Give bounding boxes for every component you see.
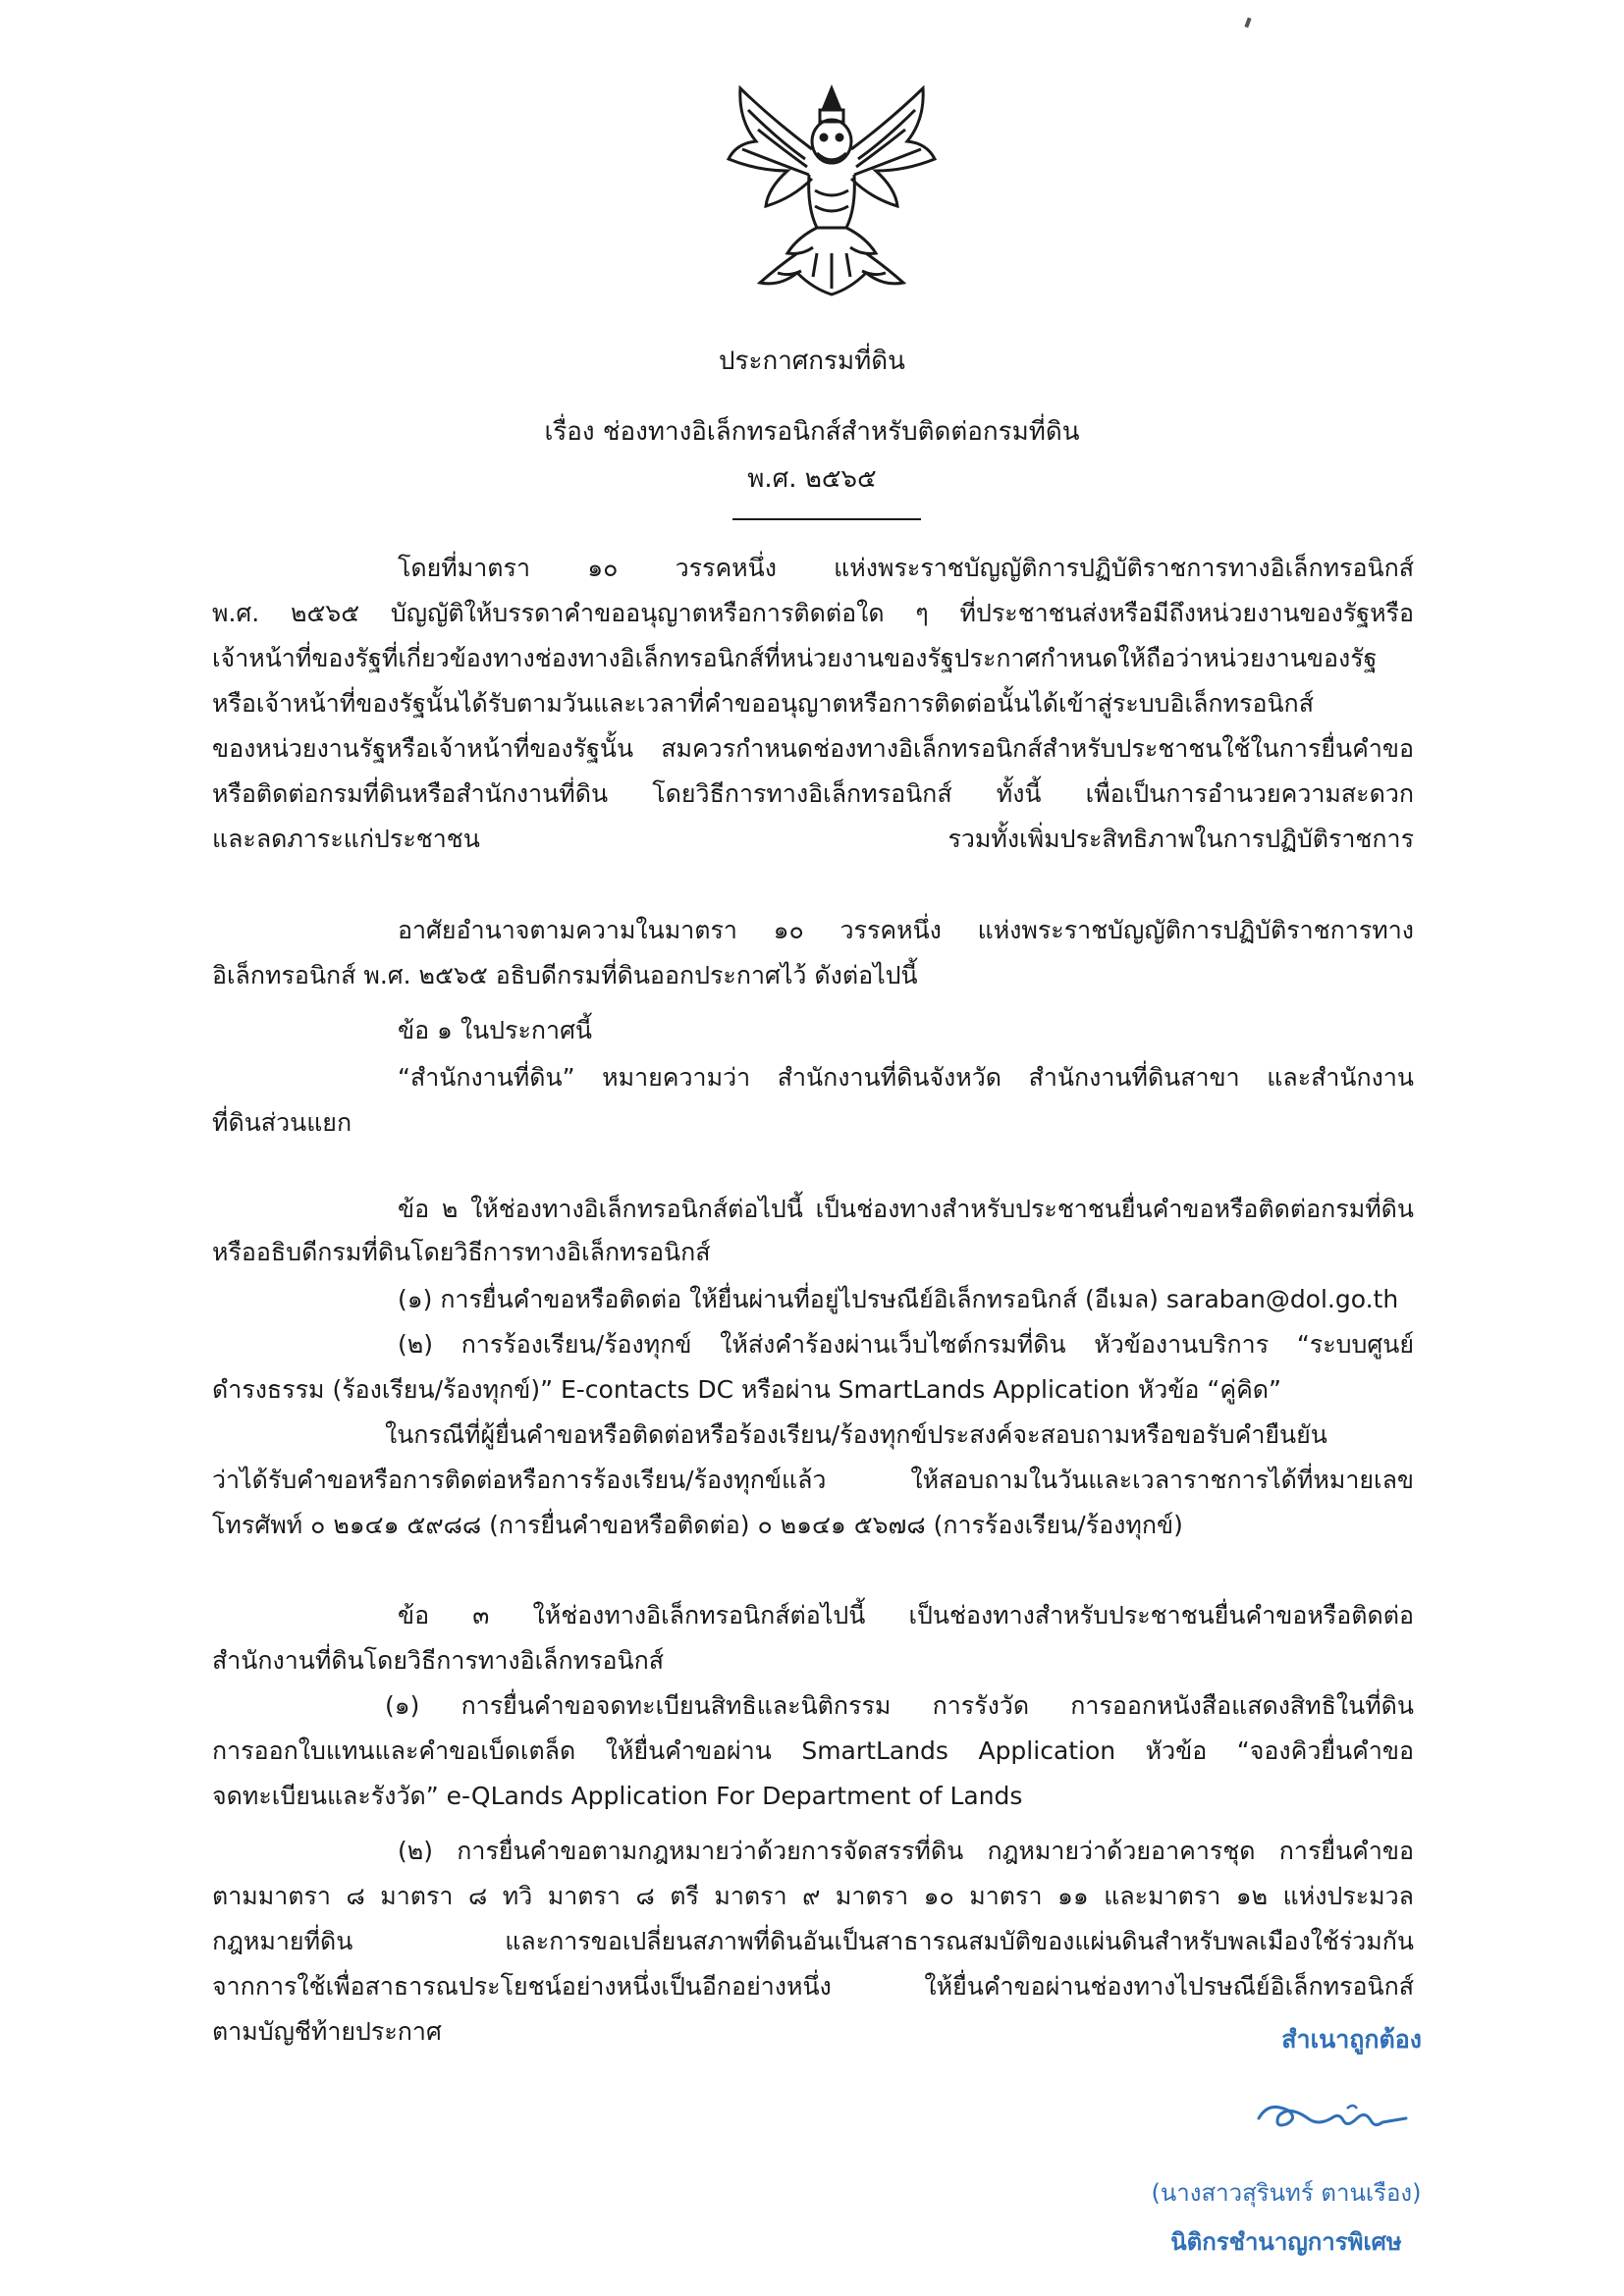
body-line: เจ้าหน้าที่ของรัฐที่เกี่ยวข้องทางช่องทางอิเล็กทรอนิกส์ที่หน่วยงานของรัฐประกาศกำหนดให้ถือว่าหน่วยงานของรัฐ	[212, 644, 1378, 672]
scan-speck	[1244, 18, 1251, 28]
body-line: โดยที่มาตรา ๑๐ วรรคหนึ่ง แห่งพระราชบัญญัติการปฏิบัติราชการทางอิเล็กทรอนิกส์	[398, 554, 1414, 582]
body-line: ในกรณีที่ผู้ยื่นคำขอหรือติดต่อหรือร้องเรียน/ร้องทุกข์ประสงค์จะสอบถามหรือขอรับคำยืนยัน	[385, 1420, 1327, 1449]
garuda-emblem-icon	[719, 80, 945, 302]
body-line: หรือเจ้าหน้าที่ของรัฐนั้นได้รับตามวันและเวลาที่คำขออนุญาตหรือการติดต่อนั้นได้เข้าสู่ระบบอิเล็กทรอนิกส์	[212, 689, 1314, 718]
body-line: การออกใบแทนและคำขอเบ็ดเตล็ด ให้ยื่นคำขอผ่าน SmartLands Application หัวข้อ “จองคิวยื่นคำขอ	[212, 1736, 1414, 1765]
body-line: ดำรงธรรม (ร้องเรียน/ร้องทุกข์)” E-contacts DC หรือผ่าน SmartLands Application หัวข้อ “คู่คิด”	[212, 1375, 1281, 1404]
body-line: และลดภาระแก่ประชาชน รวมทั้งเพิ่มประสิทธิภาพในการปฏิบัติราชการ	[212, 825, 1414, 853]
body-line: “สำนักงานที่ดิน” หมายความว่า สำนักงานที่ดินจังหวัด สำนักงานที่ดินสาขา และสำนักงาน	[398, 1063, 1414, 1092]
body-line: ข้อ ๓ ให้ช่องทางอิเล็กทรอนิกส์ต่อไปนี้ เป็นช่องทางสำหรับประชาชนยื่นคำขอหรือติดต่อ	[398, 1601, 1414, 1629]
body-line: อิเล็กทรอนิกส์ พ.ศ. ๒๕๖๕ อธิบดีกรมที่ดินออกประกาศไว้ ดังต่อไปนี้	[212, 961, 918, 989]
body-line: ที่ดินส่วนแยก	[212, 1108, 352, 1137]
body-line: จดทะเบียนและรังวัด” e-QLands Application For Department of Lands	[212, 1782, 1023, 1810]
body-line: กฎหมายที่ดิน และการขอเปลี่ยนสภาพที่ดินอันเป็นสาธารณสมบัติของแผ่นดินสำหรับพลเมืองใช้ร่วมกัน	[212, 1927, 1414, 1955]
body-line: พ.ศ. ๒๕๖๕ บัญญัติให้บรรดาคำขออนุญาตหรือการติดต่อใด ๆ ที่ประชาชนส่งหรือมีถึงหน่วยงานของรัฐหรือ	[212, 599, 1414, 627]
body-line: อาศัยอำนาจตามความในมาตรา ๑๐ วรรคหนึ่ง แห่งพระราชบัญญัติการปฏิบัติราชการทาง	[398, 916, 1414, 944]
body-line: (๒) การร้องเรียน/ร้องทุกข์ ให้ส่งคำร้องผ่านเว็บไซต์กรมที่ดิน หัวข้องานบริการ “ระบบศูนย์	[398, 1330, 1414, 1359]
clause-heading: ข้อ ๑ ในประกาศนี้	[398, 1016, 593, 1044]
body-line: (๒) การยื่นคำขอตามกฎหมายว่าด้วยการจัดสรรที่ดิน กฎหมายว่าด้วยอาคารชุด การยื่นคำขอ	[398, 1837, 1414, 1865]
document-year: พ.ศ. ๒๕๖๕	[747, 464, 877, 494]
body-line: จากการใช้เพื่อสาธารณประโยชน์อย่างหนึ่งเป็นอีกอย่างหนึ่ง ให้ยื่นคำขอผ่านช่องทางไปรษณีย์อิเล็กทรอนิกส์	[212, 1972, 1414, 2001]
signer-name: (นางสาวสุรินทร์ ตานเรือง)	[1151, 2179, 1422, 2207]
body-line: ข้อ ๒ ให้ช่องทางอิเล็กทรอนิกส์ต่อไปนี้ เป็นช่องทางสำหรับประชาชนยื่นคำขอหรือติดต่อกรมที่ดิน	[398, 1195, 1414, 1223]
body-line: ตามมาตรา ๘ มาตรา ๘ ทวิ มาตรา ๘ ตรี มาตรา ๙ มาตรา ๑๐ มาตรา ๑๑ และมาตรา ๑๒ แห่งประมวล	[212, 1882, 1414, 1910]
body-line: ว่าได้รับคำขอหรือการติดต่อหรือการร้องเรียน/ร้องทุกข์แล้ว ให้สอบถามในวันและเวลาราชการได้ที่หมายเลข	[212, 1466, 1414, 1494]
body-line: (๑) การยื่นคำขอหรือติดต่อ ให้ยื่นผ่านที่อยู่ไปรษณีย์อิเล็กทรอนิกส์ (อีเมล) saraban@dol.go.th	[398, 1285, 1399, 1313]
body-line: โทรศัพท์ ๐ ๒๑๔๑ ๕๙๘๘ (การยื่นคำขอหรือติดต่อ) ๐ ๒๑๔๑ ๕๖๗๘ (การร้องเรียน/ร้องทุกข์)	[212, 1511, 1183, 1539]
body-line: (๑) การยื่นคำขอจดทะเบียนสิทธิและนิติกรรม การรังวัด การออกหนังสือแสดงสิทธิในที่ดิน	[385, 1691, 1414, 1720]
body-line: หรือติดต่อกรมที่ดินหรือสำนักงานที่ดิน โดยวิธีการทางอิเล็กทรอนิกส์ ทั้งนี้ เพื่อเป็นการอำนวยความสะดวก	[212, 779, 1414, 808]
signature-mark	[1249, 2089, 1416, 2148]
body-line: ของหน่วยงานรัฐหรือเจ้าหน้าที่ของรัฐนั้น สมควรกำหนดช่องทางอิเล็กทรอนิกส์สำหรับประชาชนใช้ในการยื่นคำขอ	[212, 734, 1414, 763]
document-title: ประกาศกรมที่ดิน	[719, 347, 905, 376]
body-line: สำนักงานที่ดินโดยวิธีการทางอิเล็กทรอนิกส์	[212, 1646, 665, 1675]
document-subject: เรื่อง ช่องทางอิเล็กทรอนิกส์สำหรับติดต่อกรมที่ดิน	[544, 417, 1080, 447]
signer-title: นิติกรชำนาญการพิเศษ	[1170, 2228, 1402, 2256]
title-divider	[732, 518, 921, 520]
certified-copy-stamp: สำเนาถูกต้อง	[1281, 2025, 1422, 2054]
body-line: หรืออธิบดีกรมที่ดินโดยวิธีการทางอิเล็กทรอนิกส์	[212, 1238, 711, 1266]
body-line: ตามบัญชีท้ายประกาศ	[212, 2017, 442, 2046]
